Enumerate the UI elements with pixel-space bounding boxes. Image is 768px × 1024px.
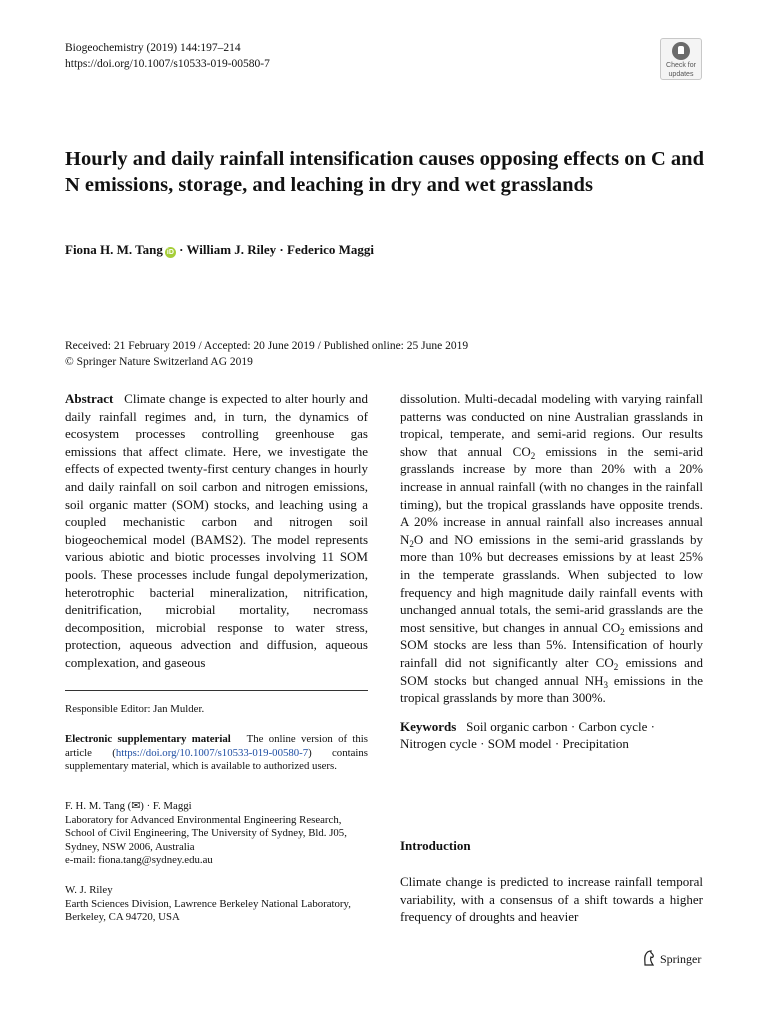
badge-line-2: updates xyxy=(668,71,694,78)
abstract-text-right xyxy=(400,390,703,707)
publisher-logo xyxy=(642,950,701,967)
publication-dates xyxy=(65,338,468,370)
check-for-updates-badge[interactable] xyxy=(660,38,702,80)
affiliation-1-address: Laboratory for Advanced Environmental Engineering Research, School of Civil Engineering, The University of Sydney, Bld. J05, Sydney, NSW 2006, Australia xyxy=(65,813,347,853)
esm-pre: The online version of this article ( xyxy=(65,733,368,759)
badge-line-1: Check for xyxy=(666,62,696,69)
affiliation-2 xyxy=(65,884,368,925)
other-authors: · William J. Riley · Federico Maggi xyxy=(175,242,374,257)
abstract-text-left: Climate change is expected to alter hourly and daily rainfall regimes and, in turn, the dynamics of ecosystem processes controlling greenhouse gas emissions that affect climate. Here, we investigate the effects of expected twenty-first century changes in hourly and daily rainfall on soil carbon and nitrogen emissions, soil organic matter (SOM) stocks, and leaching using a coupled mechanistic carbon and nitrogen soil biogeochemical model (BAMS2). The model represents various abiotic and biotic processes involving 11 SOM pools. These processes include fungal depolymerization, heterotrophic bacterial mineralization, nitrification, denitrification, microbial mortality, necromass decomposition, microbial response to water stress, protection, aqueous advection and diffusion, aqueous complexation, and gaseous xyxy=(65,391,369,670)
publisher-name: Springer xyxy=(660,952,702,966)
author-list xyxy=(65,242,374,258)
introduction-text: Climate change is predicted to increase rainfall temporal variability, with a consensus of a shift towards a higher frequency of droughts and heavier xyxy=(400,874,703,925)
abstract-seg-1: dissolution. Multi-decadal modeling with varying rainfall patterns was conducted on nine Australian grasslands in tropical, temperate, and semi-arid regions. Our results show that annual CO xyxy=(400,391,703,459)
affiliation-1-email[interactable]: e-mail: fiona.tang@sydney.edu.au xyxy=(65,854,213,866)
introduction-heading: Introduction xyxy=(400,838,471,853)
bookmark-icon xyxy=(672,42,690,60)
orcid-icon[interactable]: iD xyxy=(166,249,174,256)
subscript: 2 xyxy=(613,661,619,672)
affiliation-1 xyxy=(65,800,368,868)
article-title: Hourly and daily rainfall intensification causes opposing effects on C and N emissions, storage, and leaching in dry and wet grasslands xyxy=(65,148,704,196)
abstract-seg-3: O and NO emissions in the semi-arid grasslands by more than 10% but decreases emissions by at least 25% in the temperate grasslands. When subjected to low frequency and high magnitude daily rainfall events with unchanged annual totals, the semi-arid grasslands are the most sensitive, but changes in annual CO xyxy=(400,531,703,635)
keywords xyxy=(400,718,703,753)
affiliation-2-address: Earth Sciences Division, Lawrence Berkeley National Laboratory, Berkeley, CA 94720, USA xyxy=(65,897,351,923)
subscript: 2 xyxy=(409,538,414,549)
subscript: 2 xyxy=(530,450,536,461)
affiliation-2-names: W. J. Riley xyxy=(65,884,113,896)
journal-citation: Biogeochemistry (2019) 144:197–214 xyxy=(65,42,241,54)
doi-link[interactable]: https://doi.org/10.1007/s10533-019-00580-7 xyxy=(65,58,270,70)
supplementary-note xyxy=(65,733,368,774)
keywords-text: Soil organic carbon · Carbon cycle · Nitrogen cycle · SOM model · Precipitation xyxy=(400,718,656,752)
subscript: 3 xyxy=(603,679,609,690)
springer-horse-icon xyxy=(642,950,656,966)
journal-header xyxy=(65,40,270,72)
abstract-seg-6: emissions in the tropical grasslands by more than 300%. xyxy=(400,672,704,706)
abstract-label: Abstract xyxy=(65,391,114,406)
author-1[interactable]: Fiona H. M. Tang xyxy=(65,242,163,257)
abstract-right-column xyxy=(400,390,703,753)
abstract-seg-4: emissions and SOM stocks are less than 5%. Intensification of hourly rainfall did not significantly alter CO xyxy=(400,619,703,670)
subscript: 2 xyxy=(620,626,625,637)
dates-line: Received: 21 February 2019 / Accepted: 20 June 2019 / Published online: 25 June 2019 xyxy=(65,340,469,352)
copyright-line: © Springer Nature Switzerland AG 2019 xyxy=(65,356,253,368)
abstract-seg-5: emissions and SOM stocks but changed annual NH xyxy=(400,654,703,688)
abstract-left-column xyxy=(65,390,368,672)
esm-label: Electronic supplementary material xyxy=(65,733,231,745)
footnote-divider xyxy=(65,690,368,691)
esm-link[interactable]: https://doi.org/10.1007/s10533-019-00580-7 xyxy=(115,746,309,759)
keywords-label: Keywords xyxy=(400,718,457,734)
abstract-seg-2: emissions in the semi-arid grasslands increase by more than 20% with a 20% increase in annual rainfall (with no changes in the rainfall timing), but the tropical grasslands have opposite trends. A 20% increase in annual rainfall also increases annual N xyxy=(400,443,703,547)
affiliation-1-names: F. H. M. Tang (✉) · F. Maggi xyxy=(65,800,192,812)
esm-post: ) contains supplementary material, which is available to authorized users. xyxy=(65,746,368,772)
responsible-editor: Responsible Editor: Jan Mulder. xyxy=(65,703,205,715)
